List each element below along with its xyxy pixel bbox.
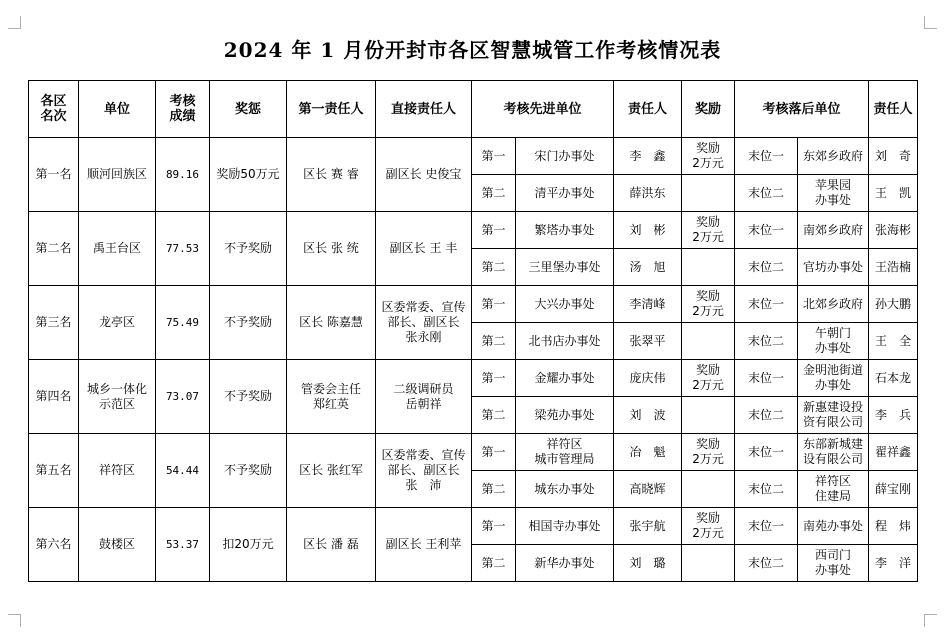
lagging-position-cell: 末位一: [735, 212, 798, 249]
advanced-reward-cell: 奖励 2万元: [682, 286, 735, 323]
reward-cell: 不予奖励: [210, 434, 287, 508]
advanced-responsible-cell: 薛洪东: [614, 175, 682, 212]
advanced-position-cell: 第二: [472, 175, 516, 212]
advanced-unit-cell: 宋门办事处: [516, 138, 614, 175]
score-cell: 89.16: [156, 138, 210, 212]
rank-cell: 第六名: [29, 508, 79, 582]
table-row: [29, 138, 918, 175]
lagging-unit-cell: 午朝门 办事处: [798, 323, 869, 360]
lagging-responsible-cell: 石本龙: [869, 360, 918, 397]
unit-cell: 龙亭区: [79, 286, 156, 360]
advanced-reward-cell: 奖励 2万元: [682, 508, 735, 545]
advanced-responsible-cell: 冶 魁: [614, 434, 682, 471]
lagging-responsible-cell: 孙大鹏: [869, 286, 918, 323]
advanced-reward-cell: [682, 323, 735, 360]
advanced-unit-cell: 金耀办事处: [516, 360, 614, 397]
advanced-responsible-cell: 张翠平: [614, 323, 682, 360]
lagging-unit-cell: 祥符区 住建局: [798, 471, 869, 508]
table-row: [29, 434, 918, 471]
advanced-responsible-cell: 刘 彬: [614, 212, 682, 249]
advanced-unit-cell: 北书店办事处: [516, 323, 614, 360]
advanced-reward-cell: [682, 397, 735, 434]
rank-cell: 第五名: [29, 434, 79, 508]
table-row: [29, 508, 918, 545]
advanced-position-cell: 第一: [472, 508, 516, 545]
advanced-responsible-cell: 李 鑫: [614, 138, 682, 175]
lagging-unit-cell: 东部新城建 设有限公司: [798, 434, 869, 471]
first-responsible-cell: 区长 赛 睿: [287, 138, 376, 212]
lagging-position-cell: 末位一: [735, 360, 798, 397]
lagging-position-cell: 末位一: [735, 286, 798, 323]
direct-responsible-cell: 副区长 王利苹: [376, 508, 472, 582]
first-responsible-cell: 区长 张红军: [287, 434, 376, 508]
advanced-unit-cell: 梁苑办事处: [516, 397, 614, 434]
unit-cell: 顺河回族区: [79, 138, 156, 212]
advanced-unit-cell: 三里堡办事处: [516, 249, 614, 286]
direct-responsible-cell: 区委常委、宣传 部长、副区长 张 沛: [376, 434, 472, 508]
lagging-responsible-cell: 王浩楠: [869, 249, 918, 286]
lagging-position-cell: 末位二: [735, 249, 798, 286]
rank-cell: 第三名: [29, 286, 79, 360]
advanced-unit-cell: 相国寺办事处: [516, 508, 614, 545]
rank-cell: 第二名: [29, 212, 79, 286]
advanced-position-cell: 第二: [472, 471, 516, 508]
advanced-position-cell: 第一: [472, 360, 516, 397]
advanced-position-cell: 第二: [472, 249, 516, 286]
direct-responsible-cell: 副区长 史俊宝: [376, 138, 472, 212]
advanced-position-cell: 第一: [472, 286, 516, 323]
reward-cell: 扣20万元: [210, 508, 287, 582]
lagging-unit-cell: 南郊乡政府: [798, 212, 869, 249]
table-row: [29, 360, 918, 397]
lagging-responsible-cell: 翟祥鑫: [869, 434, 918, 471]
lagging-unit-cell: 金明池街道 办事处: [798, 360, 869, 397]
advanced-unit-cell: 城东办事处: [516, 471, 614, 508]
table-row: [29, 286, 918, 323]
advanced-reward-cell: [682, 249, 735, 286]
header-first-responsible: 第一责任人: [287, 81, 376, 138]
lagging-unit-cell: 东郊乡政府: [798, 138, 869, 175]
header-advanced-responsible: 责任人: [614, 81, 682, 138]
header-lagging-unit: 考核落后单位: [735, 81, 869, 138]
advanced-position-cell: 第一: [472, 138, 516, 175]
lagging-position-cell: 末位一: [735, 138, 798, 175]
lagging-responsible-cell: 李 洋: [869, 545, 918, 582]
lagging-responsible-cell: 王 凯: [869, 175, 918, 212]
lagging-responsible-cell: 刘 奇: [869, 138, 918, 175]
direct-responsible-cell: 二级调研员 岳朝祥: [376, 360, 472, 434]
lagging-unit-cell: 官坊办事处: [798, 249, 869, 286]
advanced-reward-cell: 奖励 2万元: [682, 434, 735, 471]
lagging-position-cell: 末位一: [735, 508, 798, 545]
header-advanced-reward: 奖励: [682, 81, 735, 138]
lagging-responsible-cell: 李 兵: [869, 397, 918, 434]
lagging-unit-cell: 西司门 办事处: [798, 545, 869, 582]
advanced-unit-cell: 祥符区 城市管理局: [516, 434, 614, 471]
advanced-responsible-cell: 汤 旭: [614, 249, 682, 286]
direct-responsible-cell: 副区长 王 丰: [376, 212, 472, 286]
lagging-position-cell: 末位二: [735, 471, 798, 508]
advanced-responsible-cell: 刘 璐: [614, 545, 682, 582]
advanced-responsible-cell: 刘 波: [614, 397, 682, 434]
score-cell: 75.49: [156, 286, 210, 360]
page-corner-mark: [924, 16, 937, 29]
unit-cell: 鼓楼区: [79, 508, 156, 582]
reward-cell: 不予奖励: [210, 286, 287, 360]
lagging-position-cell: 末位二: [735, 397, 798, 434]
assessment-table: [28, 80, 918, 582]
advanced-reward-cell: 奖励 2万元: [682, 212, 735, 249]
advanced-unit-cell: 清平办事处: [516, 175, 614, 212]
table-row: [29, 212, 918, 249]
header-unit: 单位: [79, 81, 156, 138]
advanced-reward-cell: [682, 471, 735, 508]
rank-cell: 第一名: [29, 138, 79, 212]
advanced-responsible-cell: 张宇航: [614, 508, 682, 545]
lagging-unit-cell: 南苑办事处: [798, 508, 869, 545]
advanced-responsible-cell: 李清峰: [614, 286, 682, 323]
advanced-position-cell: 第二: [472, 397, 516, 434]
unit-cell: 城乡一体化 示范区: [79, 360, 156, 434]
header-score: 考核 成绩: [156, 81, 210, 138]
direct-responsible-cell: 区委常委、宣传 部长、副区长 张永刚: [376, 286, 472, 360]
first-responsible-cell: 区长 张 统: [287, 212, 376, 286]
advanced-responsible-cell: 庞庆伟: [614, 360, 682, 397]
advanced-unit-cell: 新华办事处: [516, 545, 614, 582]
advanced-reward-cell: [682, 545, 735, 582]
lagging-responsible-cell: 王 全: [869, 323, 918, 360]
advanced-reward-cell: 奖励 2万元: [682, 138, 735, 175]
header-advanced-unit: 考核先进单位: [472, 81, 614, 138]
lagging-unit-cell: 北郊乡政府: [798, 286, 869, 323]
header-reward: 奖惩: [210, 81, 287, 138]
rank-cell: 第四名: [29, 360, 79, 434]
advanced-unit-cell: 大兴办事处: [516, 286, 614, 323]
reward-cell: 不予奖励: [210, 360, 287, 434]
page-corner-mark: [8, 614, 21, 627]
advanced-position-cell: 第二: [472, 545, 516, 582]
lagging-position-cell: 末位二: [735, 545, 798, 582]
advanced-position-cell: 第一: [472, 212, 516, 249]
score-cell: 73.07: [156, 360, 210, 434]
first-responsible-cell: 区长 陈嘉慧: [287, 286, 376, 360]
score-cell: 54.44: [156, 434, 210, 508]
reward-cell: 不予奖励: [210, 212, 287, 286]
lagging-position-cell: 末位二: [735, 323, 798, 360]
reward-cell: 奖励50万元: [210, 138, 287, 212]
lagging-unit-cell: 苹果园 办事处: [798, 175, 869, 212]
unit-cell: 祥符区: [79, 434, 156, 508]
unit-cell: 禹王台区: [79, 212, 156, 286]
lagging-responsible-cell: 薛宝刚: [869, 471, 918, 508]
header-direct-responsible: 直接责任人: [376, 81, 472, 138]
advanced-reward-cell: [682, 175, 735, 212]
header-lagging-responsible: 责任人: [869, 81, 918, 138]
header-rank: 各区 名次: [29, 81, 79, 138]
lagging-unit-cell: 新惠建设投 资有限公司: [798, 397, 869, 434]
page-corner-mark: [8, 16, 21, 29]
score-cell: 77.53: [156, 212, 210, 286]
document-title: 2024 年 1 月份开封市各区智慧城管工作考核情况表: [223, 38, 722, 62]
lagging-responsible-cell: 张海彬: [869, 212, 918, 249]
score-cell: 53.37: [156, 508, 210, 582]
advanced-position-cell: 第一: [472, 434, 516, 471]
advanced-reward-cell: 奖励 2万元: [682, 360, 735, 397]
advanced-position-cell: 第二: [472, 323, 516, 360]
first-responsible-cell: 管委会主任 郑红英: [287, 360, 376, 434]
page-corner-mark: [924, 614, 937, 627]
advanced-responsible-cell: 高晓辉: [614, 471, 682, 508]
advanced-unit-cell: 繁塔办事处: [516, 212, 614, 249]
first-responsible-cell: 区长 潘 磊: [287, 508, 376, 582]
header-row: [29, 81, 918, 138]
lagging-position-cell: 末位二: [735, 175, 798, 212]
lagging-position-cell: 末位一: [735, 434, 798, 471]
lagging-responsible-cell: 程 炜: [869, 508, 918, 545]
